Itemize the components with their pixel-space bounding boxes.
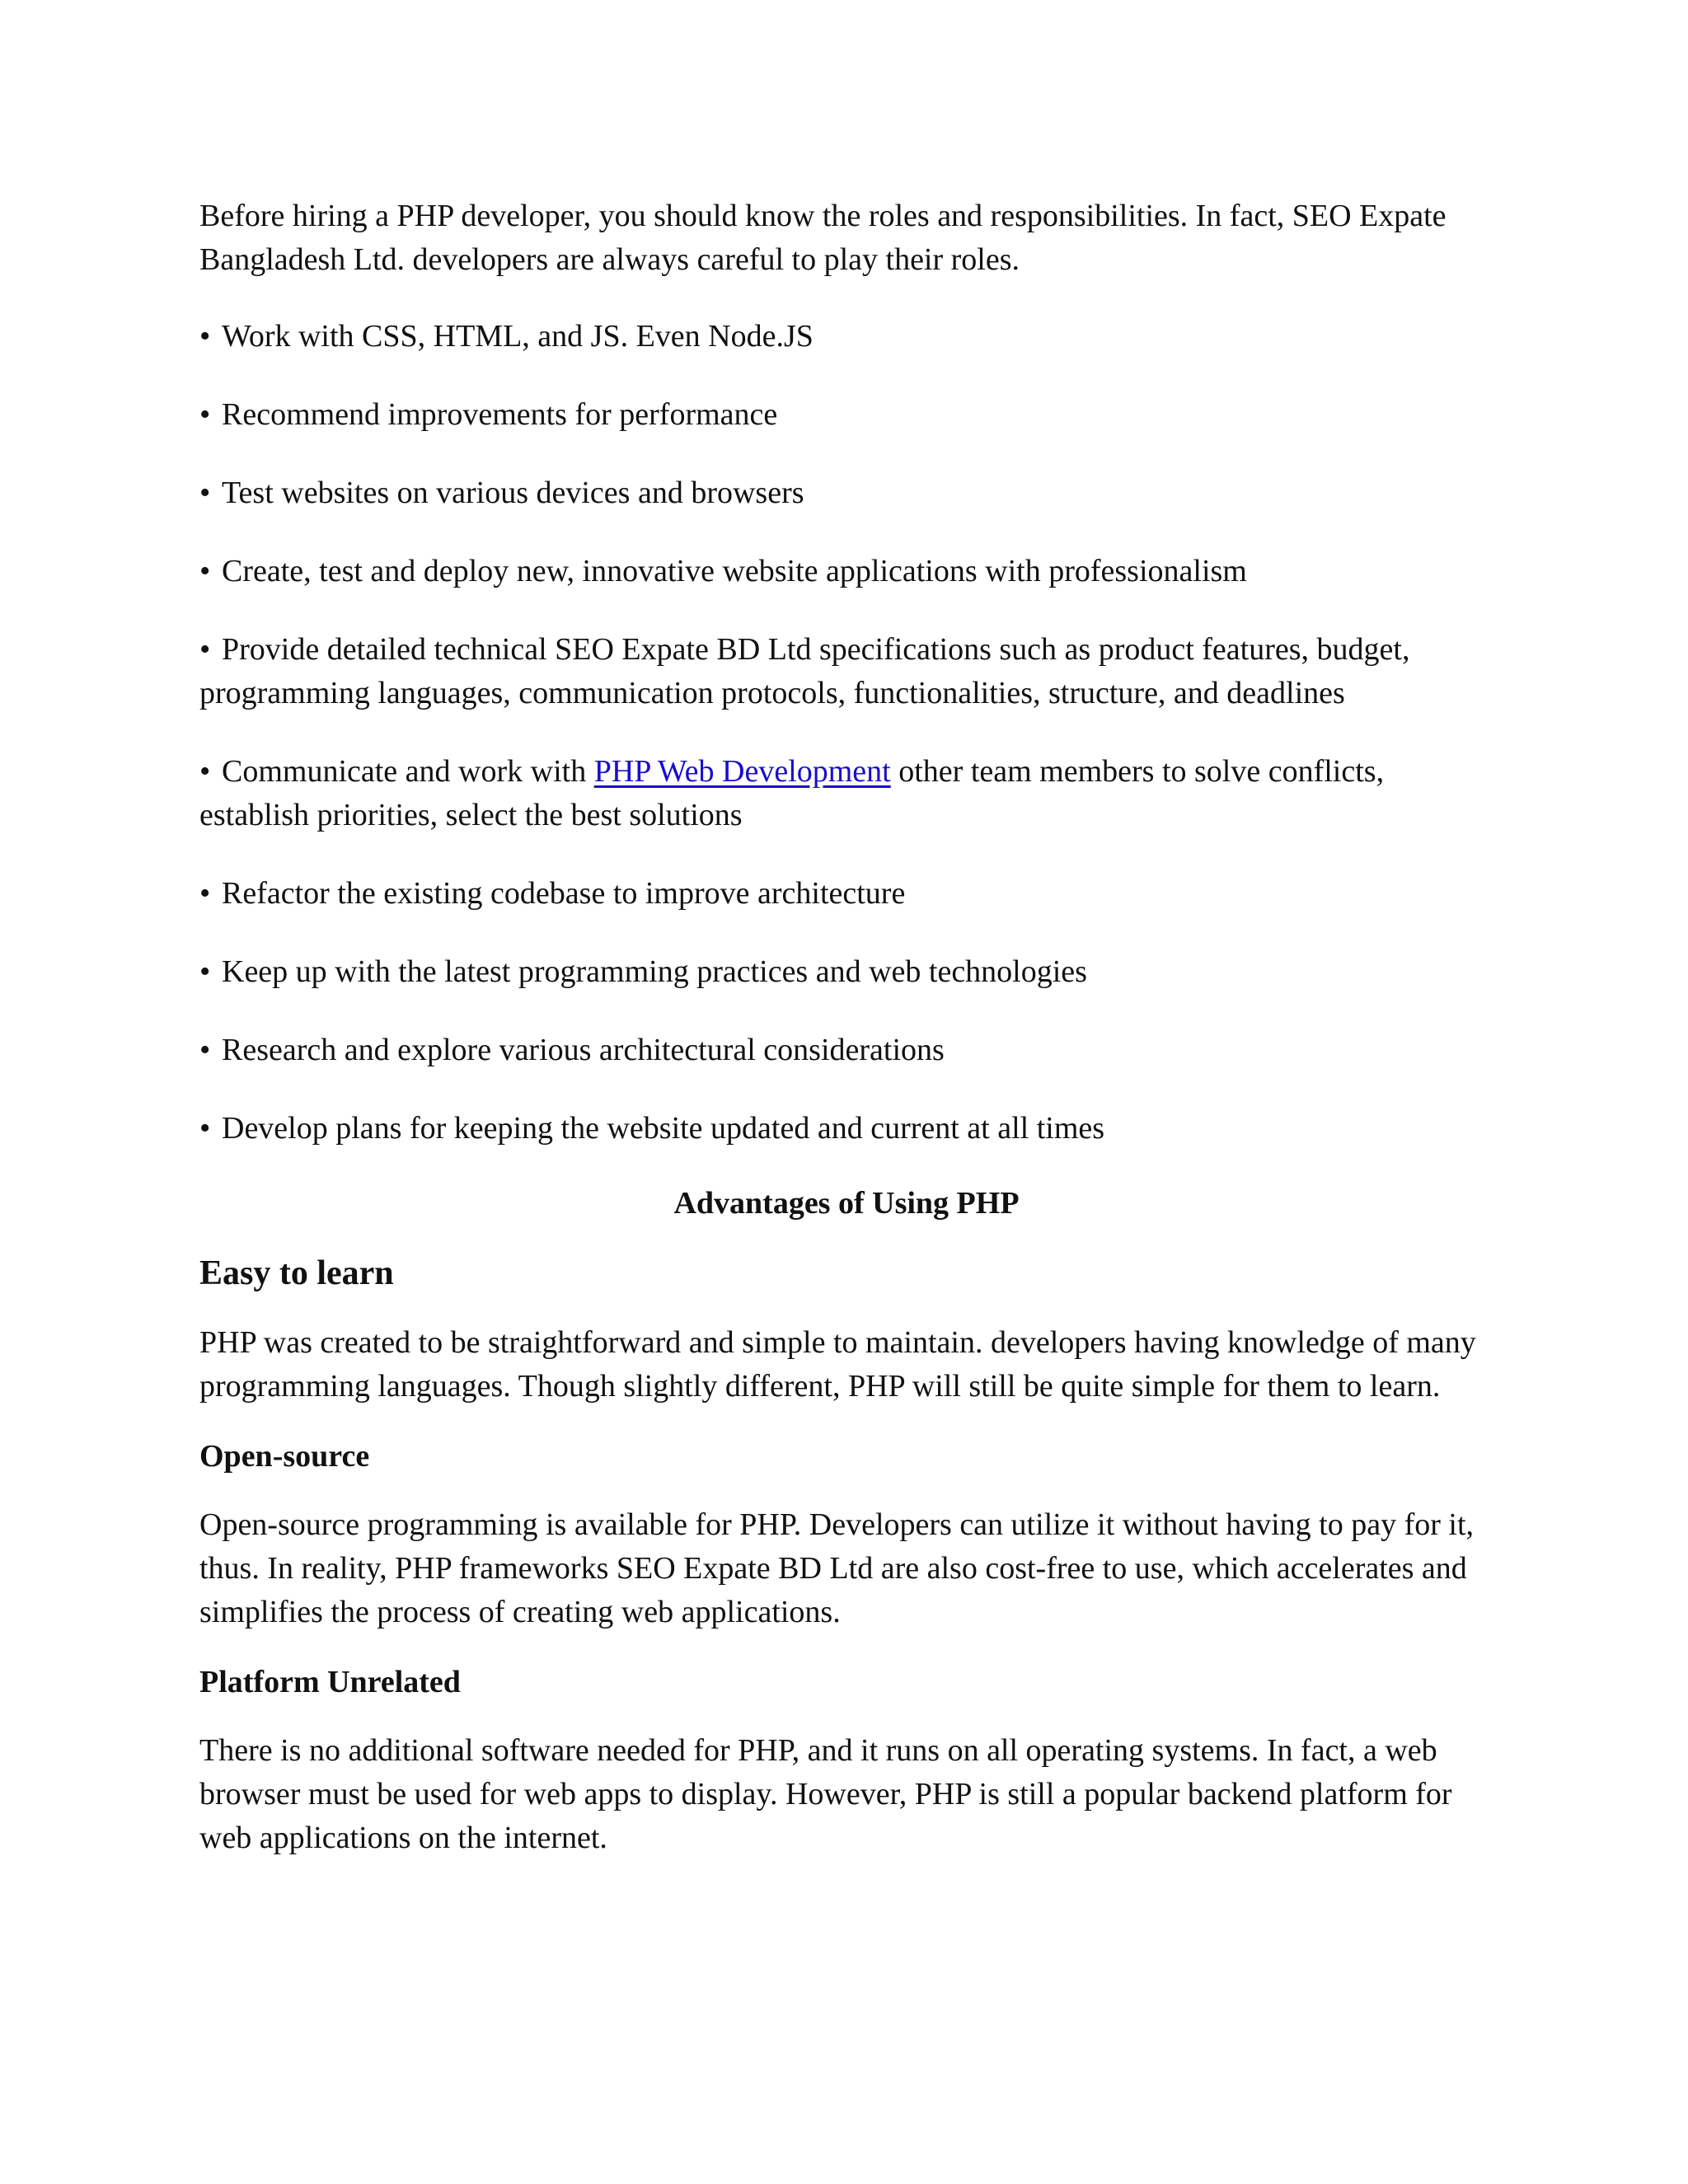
section-paragraph: There is no additional software needed for PHP, and it runs on all operating systems. In fact, a web browser must be used for web apps to display. However, PHP is still a popular backend platform for web applications on the internet. bbox=[199, 1733, 1452, 1855]
list-item-text: Keep up with the latest programming practices and web technologies bbox=[222, 954, 1087, 989]
section-heading: Open-source bbox=[199, 1439, 370, 1474]
bullet-icon: • bbox=[199, 1033, 211, 1067]
section-paragraph: PHP was created to be straightforward and simple to maintain. developers having knowledge of many programming languages. Though slightly different, PHP will still be quite simple for them to learn. bbox=[199, 1325, 1476, 1404]
list-item-text: Test websites on various devices and browsers bbox=[222, 476, 804, 510]
bullet-icon: • bbox=[199, 632, 211, 667]
list-item-text: Provide detailed technical SEO Expate BD Ltd specifications such as product features, budget, programming languages, communication protocols, functionalities, structure, and deadlines bbox=[199, 632, 1410, 710]
section-easy-to-learn bbox=[199, 1250, 1493, 1408]
list-item bbox=[199, 1029, 1493, 1072]
list-item-text: Refactor the existing codebase to improve architecture bbox=[222, 876, 906, 911]
list-item bbox=[199, 393, 1493, 437]
bullet-icon: • bbox=[199, 876, 211, 911]
bullet-icon: • bbox=[199, 954, 211, 989]
section-heading: Platform Unrelated bbox=[199, 1665, 461, 1699]
list-item bbox=[199, 550, 1493, 593]
list-item-text: Work with CSS, HTML, and JS. Even Node.JS bbox=[222, 319, 814, 354]
list-item-text-after-link: other team members to solve conflicts, establish priorities, select the best solutions bbox=[199, 754, 1385, 832]
list-item bbox=[199, 315, 1493, 359]
list-item bbox=[199, 950, 1493, 994]
document-body bbox=[199, 194, 1493, 1886]
list-item bbox=[199, 750, 1493, 837]
responsibilities-list bbox=[199, 315, 1493, 1151]
section-platform-unrelated bbox=[199, 1661, 1493, 1860]
intro-paragraph: Before hiring a PHP developer, you should know the roles and responsibilities. In fact, SEO Expate Bangladesh Ltd. developers are always careful to play their roles. bbox=[199, 199, 1447, 277]
list-item-text-before-link: Communicate and work with bbox=[222, 754, 594, 789]
bullet-icon: • bbox=[199, 1111, 211, 1146]
bullet-icon: • bbox=[199, 554, 211, 588]
php-web-development-link[interactable]: PHP Web Development bbox=[593, 754, 891, 789]
list-item-text: Research and explore various architectural considerations bbox=[222, 1033, 945, 1067]
list-item bbox=[199, 628, 1493, 715]
section-open-source bbox=[199, 1435, 1493, 1634]
list-item bbox=[199, 471, 1493, 515]
section-heading: Easy to learn bbox=[199, 1254, 394, 1292]
list-item-text: Create, test and deploy new, innovative website applications with professionalism bbox=[222, 554, 1247, 588]
list-item-text: Recommend improvements for performance bbox=[222, 397, 778, 432]
list-item-text: Develop plans for keeping the website updated and current at all times bbox=[222, 1111, 1105, 1146]
section-paragraph: Open-source programming is available for PHP. Developers can utilize it without having to pay for it, thus. In reality, PHP frameworks SEO Expate BD Ltd are also cost-free to use, which accelerates and simplifies the process of creating web applications. bbox=[199, 1507, 1475, 1629]
list-item bbox=[199, 1107, 1493, 1151]
bullet-icon: • bbox=[199, 319, 211, 354]
advantages-heading: Advantages of Using PHP bbox=[673, 1186, 1020, 1221]
bullet-icon: • bbox=[199, 754, 211, 789]
list-item bbox=[199, 872, 1493, 916]
bullet-icon: • bbox=[199, 397, 211, 432]
bullet-icon: • bbox=[199, 476, 211, 510]
